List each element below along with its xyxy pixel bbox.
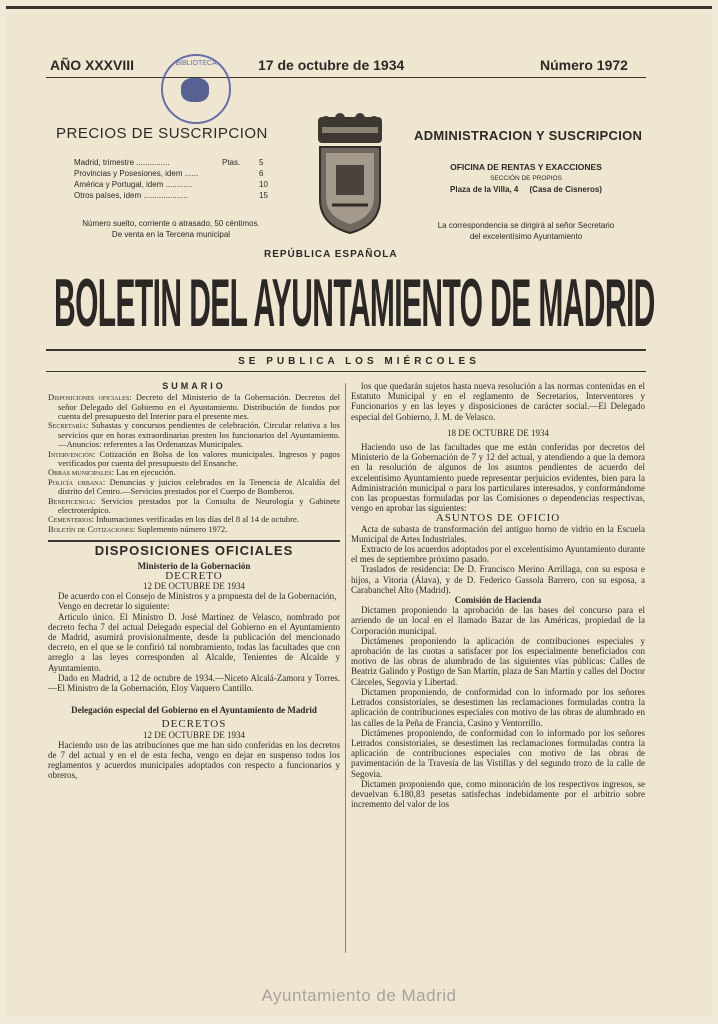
hacienda-paragraph: Dictamen proponiendo que, como minoración de los respectivos ingresos, se devuelvan 6.180,83 pesetas satisfechas indebidamente por el arbitrio sobre incremento del valor de los xyxy=(351,778,645,810)
single-issue-note-line2: De venta en la Tercena municipal xyxy=(111,230,231,239)
sumario-item: Disposiciones oficiales: Decreto del Ministerio de la Gobernación. Decretos del señor Delegado del Gobierno en el Ayuntamiento. Distribución de fondos por cuenta del presupuesto del Interior para el presente mes. xyxy=(48,392,340,422)
subscription-title: PRECIOS DE SUSCRIPCION xyxy=(56,125,268,142)
rate-row xyxy=(74,157,274,168)
masthead-rule xyxy=(46,349,646,351)
correspondence-note-line2: del excelentísimo Ayuntamiento xyxy=(469,232,583,241)
single-issue-note xyxy=(51,218,291,240)
sumario-item: Beneficencia: Servicios prestados por la Consulta de Neurología y Gabinete electroterápico. xyxy=(48,495,340,516)
rate-currency: Ptas. xyxy=(222,158,241,167)
continuation-paragraph: los que quedarán sujetos hasta nueva resolución a las normas contenidas en el Estatuto Municipal y en el reglamento de Secretarios, Interventores y Funcionarios y en las leyes y disposiciones de carácter social.—El Delegado especial del Gobierno, J. M. de Velasco. xyxy=(351,381,645,422)
rate-label: Madrid, trimestre ............... xyxy=(74,158,170,167)
office-section: SECCIÓN DE PROPIOS xyxy=(490,175,562,182)
decree-paragraph: Dado en Madrid, a 12 de octubre de 1934.—Niceto Alcalá-Zamora y Torres.—El Ministro de la Gobernación, Eloy Vaquero Cantillo. xyxy=(48,672,340,693)
rate-label: Provincias y Posesiones, idem ...... xyxy=(74,169,199,178)
hacienda-paragraph: Dictámenes proponiendo la aplicación de contribuciones especiales y aprobación de las cuotas a satisfacer por los especialmente beneficiados con motivo de las obras de alumbrado de las siguientes vías públicas: Calles de Beatriz Galindo y Postigo de San Martín, plaza de San Martín y calles del Doctor Cárceles, Segovia y Libertad. xyxy=(351,635,645,687)
rate-row xyxy=(74,179,274,190)
office-address: Plaza de la Villa, 4 xyxy=(450,185,519,194)
rate-row xyxy=(74,168,274,179)
decree-date: 12 DE OCTUBRE DE 1934 xyxy=(143,580,245,591)
asuntos-paragraph: Acta de subasta de transformación del antiguo horno de vidrio en la Escuela Municipal de Artes Industriales. xyxy=(351,523,645,544)
decree-paragraph: Vengo en decretar lo siguiente: xyxy=(58,601,170,612)
rate-label: América y Portugal, idem ............ xyxy=(74,180,193,189)
decrees-paragraph: Haciendo uso de las atribuciones que me han sido conferidas en los decretos de 7 del actual y en el de esta fecha, vengo en dejar en suspenso todos los reglamentos y acuerdos municipales adoptados con respecto a funcionarios y obreros, xyxy=(48,739,340,781)
decrees-date: 12 DE OCTUBRE DE 1934 xyxy=(143,729,245,740)
administration-title: ADMINISTRACION Y SUSCRIPCION xyxy=(414,128,643,143)
rate-row xyxy=(74,190,274,201)
issue-number: Número 1972 xyxy=(540,57,628,73)
office-name: OFICINA DE RENTAS Y EXACCIONES xyxy=(450,162,602,172)
rate-amount: 6 xyxy=(259,169,264,178)
sumario-title: SUMARIO xyxy=(162,381,226,391)
top-rule xyxy=(46,77,646,78)
decree-title: DECRETO xyxy=(165,569,223,582)
frequency-rule xyxy=(46,371,646,372)
rate-amount: 10 xyxy=(259,180,268,189)
hacienda-paragraph: Dictamen proponiendo, de conformidad con lo informado por los señores Letrados consistoriales, se desestimen las reclamaciones formuladas contra la aplicación de contribuciones especiales con motivo de las obras de alumbrado en las calles de la Peña de Francia, Casino y Ventorrillo. xyxy=(351,686,645,728)
newspaper-page xyxy=(6,6,712,1016)
sumario-item: Cementerios: Inhumaciones verificadas en los días del 8 al 14 de octubre. xyxy=(48,514,299,525)
asuntos-title: ASUNTOS DE OFICIO xyxy=(435,512,561,525)
rate-label: Otros países, idem .................... xyxy=(74,191,188,200)
decree-paragraph: Artículo único. El Ministro D. José Martínez de Velasco, nombrado por decreto fecha 7 del actual Delegado especial del Gobierno en el Ayuntamiento de Madrid, asumirá provisionalmente, desde la publicación del mencionado decreto, en el que se le confirió tal nombramiento, todas las facultades que con arreglo a las leyes corresponden al Alcalde, Tenientes de Alcalde y Ayuntamiento. xyxy=(48,611,340,673)
second-date: 18 DE OCTUBRE DE 1934 xyxy=(447,427,549,438)
publication-frequency: SE PUBLICA LOS MIÉRCOLES xyxy=(238,356,480,367)
stamp-mark xyxy=(181,78,209,102)
archive-watermark: Ayuntamiento de Madrid xyxy=(261,986,457,1005)
sumario-rule xyxy=(48,540,340,542)
rates-table xyxy=(74,157,274,201)
single-issue-note-line1: Número suelto, corriente o atrasado, 50 céntimos. xyxy=(82,219,260,228)
decree-paragraph: De acuerdo con el Consejo de Ministros y a propuesta del de la Gobernación, xyxy=(58,591,337,602)
rate-amount: 5 xyxy=(259,158,264,167)
issue-year: AÑO XXXVIII xyxy=(50,57,135,73)
sumario-item: Obras municipales: Las en ejecución. xyxy=(48,467,176,478)
sumario-list xyxy=(48,393,340,534)
column-divider xyxy=(345,383,346,953)
rate-amount: 15 xyxy=(259,191,268,200)
stamp-text: BIBLIOTECA xyxy=(175,60,217,67)
hacienda-paragraph: Dictamen proponiendo la aprobación de las bases del concurso para el arriendo de un local en el llamado Bazar de las Américas, propiedad de la Corporación municipal. xyxy=(351,605,645,636)
sumario-item: Boletín de Cotizaciones: Suplemento número 1972. xyxy=(48,523,228,534)
office-block xyxy=(416,162,636,195)
correspondence-note-line1: La correspondencia se dirigirá al señor Secretario xyxy=(437,221,615,230)
masthead-title-text: BOLETIN DEL AYUNTAMIENTO DE MADRID xyxy=(54,265,655,341)
sumario-item: Secretaría: Subastas y concursos pendientes de celebración. Circular relativa a los servicios que en horas extraordinarias presten los funcionarios del Ayuntamiento.—Anuncios: referentes a las Ordenanzas Municipales. xyxy=(48,420,340,450)
left-column xyxy=(48,381,340,781)
sumario-item: Intervención: Cotización en Bolsa de los valores municipales. Ingresos y pagos verificados por cuenta del presupuesto del Ensanche. xyxy=(48,448,340,469)
coat-of-arms-icon xyxy=(312,113,388,241)
issue-date: 17 de octubre de 1934 xyxy=(258,57,405,73)
office-address-note: (Casa de Cisneros) xyxy=(529,185,602,194)
sumario-item: Policía urbana: Denuncias y juicios celebrados en la Tenencia de Alcaldía del distrito del Centro.—Servicios prestados por el Cuerpo de Bomberos. xyxy=(48,476,340,497)
asuntos-paragraph: Extracto de los acuerdos adoptados por el excelentísimo Ayuntamiento durante el mes de septiembre próximo pasado. xyxy=(351,544,645,565)
approval-paragraph: Haciendo uso de las facultades que me están conferidas por decretos del Ministerio de la Gobernación de 7 y 12 del actual, y atendiendo a que la demora en la resolución de algunos de los asuntos pendientes de acuerdo del excelentísimo Ayuntamiento puede representar perjuicios evidentes, bien para la Administración municipal o para los particulares interesados, y conformándome con las propuestas formuladas por las Comisiones o dependencias respectivas, vengo en aprobar las siguientes: xyxy=(351,442,645,514)
hacienda-title: Comisión de Hacienda xyxy=(454,595,542,606)
correspondence-note xyxy=(406,220,646,242)
ministry-title: Ministerio de la Gobernación xyxy=(137,560,251,571)
masthead-title xyxy=(54,264,655,341)
section-title: DISPOSICIONES OFICIALES xyxy=(94,543,294,559)
hacienda-paragraph: Dictámenes proponiendo, de conformidad con lo informado por los señores Letrados consistoriales, se desestimen las reclamaciones formuladas contra la aplicación de contribuciones especiales con motivo de las obras de pavimentación de la Travesía de las Vistillas y del segundo trozo de la calle de Segovia. xyxy=(351,727,645,779)
republic-label: REPÚBLICA ESPAÑOLA xyxy=(264,249,398,260)
library-stamp xyxy=(161,54,231,124)
right-column xyxy=(351,381,645,809)
decrees-title: DECRETOS xyxy=(161,718,227,731)
delegation-title: Delegación especial del Gobierno en el Ayuntamiento de Madrid xyxy=(71,705,317,716)
asuntos-paragraph: Traslados de residencia: De D. Francisco Merino Arrillaga, con su esposa e hijos, a Vitoria (Álava), y de D. Federico Gassola Barrero, con su esposa, a Carabanchel Alto (Madrid). xyxy=(351,564,645,595)
